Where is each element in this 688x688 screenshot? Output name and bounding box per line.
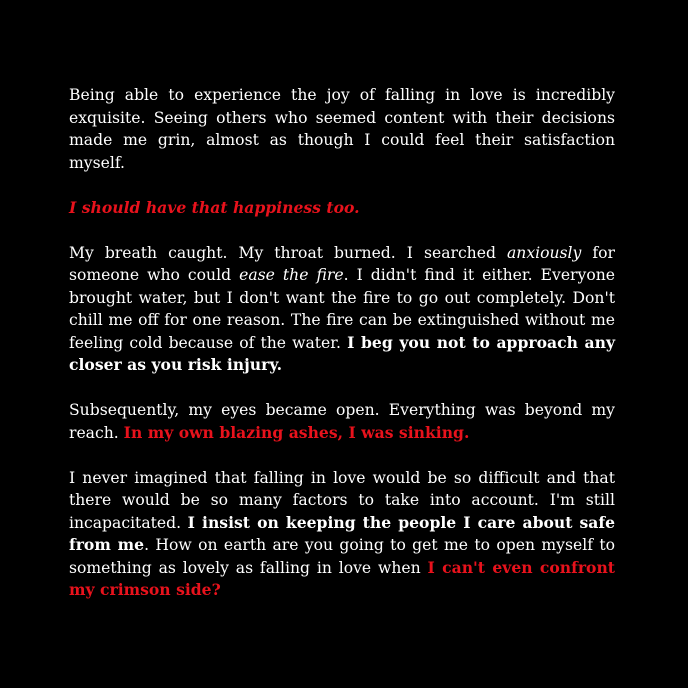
- fire-bold-warning: I beg you not to approach any closer as you risk injury.: [69, 332, 616, 374]
- ashes-text: Subsequently, my eyes became open. Everything was beyond my reach.: [69, 401, 615, 442]
- fire-text-2: for someone who could: [69, 243, 615, 284]
- paragraph-ashes: [69, 399, 615, 444]
- paragraph-happiness: [69, 197, 615, 220]
- paragraph-fire: [69, 242, 615, 377]
- paragraph-joy-text: Being able to experience the joy of falling in love is incredibly exquisite. Seeing others who seemed content with their decisions made me grin, almost as though I could feel their satisfaction myself.: [69, 86, 615, 172]
- paragraph-crimson: [69, 467, 615, 602]
- happiness-line: I should have that happiness too.: [69, 197, 360, 217]
- fire-italic-anxiously: anxiously: [506, 243, 582, 262]
- crimson-red-line: I can't even confront my crimson side?: [69, 557, 615, 599]
- ashes-red-line: In my own blazing ashes, I was sinking.: [123, 422, 470, 442]
- crimson-bold-insist: I insist on keeping the people I care about safe from me: [69, 512, 616, 554]
- fire-italic-ease: ease the fire: [239, 266, 344, 284]
- crimson-text-1: I never imagined that falling in love would be so difficult and that there would be so many factors to take into account. I'm still incapacitated.: [69, 468, 615, 532]
- fire-text-3: . I didn't find it either. Everyone brought water, but I don't want the fire to go out completely. Don't chill me off for one reason. The fire can be extinguished without me feeling cold because of the water.: [69, 266, 615, 352]
- crimson-text-2: . How on earth are you going to get me to open myself to something as lovely as falling in love when: [69, 536, 615, 577]
- paragraph-joy: [69, 84, 615, 174]
- fire-text-1: My breath caught. My throat burned. I searched: [69, 243, 507, 262]
- text-page: [69, 84, 615, 624]
